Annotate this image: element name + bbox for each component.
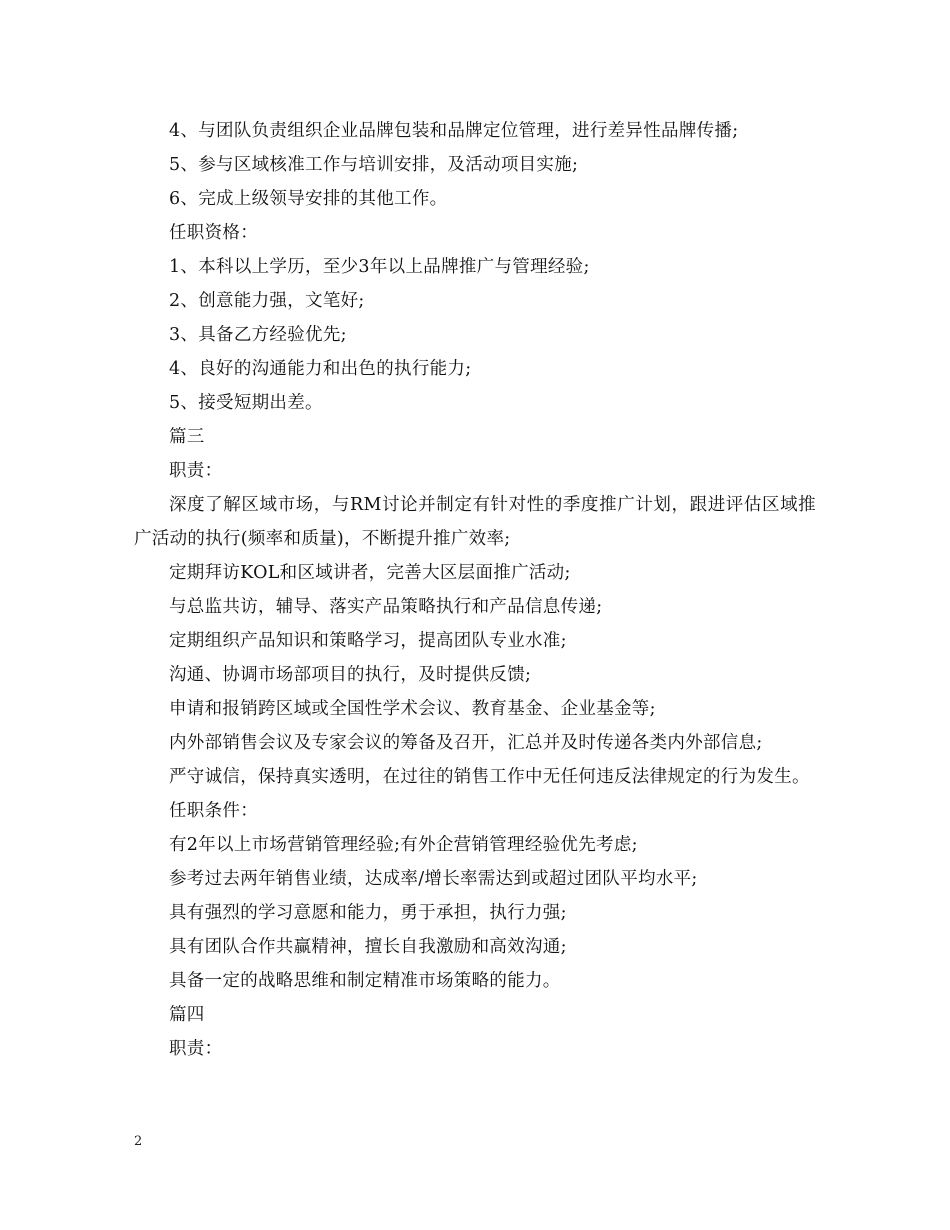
paragraph: 定期拜访KOL和区域讲者，完善大区层面推广活动; [169, 563, 571, 583]
paragraph: 5、参与区域核准工作与培训安排，及活动项目实施; [169, 155, 579, 175]
paragraph: 与总监共访，辅导、落实产品策略执行和产品信息传递; [169, 597, 603, 617]
paragraph: 深度了解区域市场，与RM讨论并制定有针对性的季度推广计划，跟进评估区域推广活动的执行(频率和质量)，不断提升推广效率; [134, 495, 816, 549]
paragraph: 有2年以上市场营销管理经验;有外企营销管理经验优先考虑; [169, 835, 638, 855]
section-heading: 职责： [169, 1039, 223, 1059]
paragraph: 申请和报销跨区域或全国性学术会议、教育基金、企业基金等; [169, 699, 656, 719]
section-title: 篇三 [169, 427, 205, 447]
paragraph: 4、良好的沟通能力和出色的执行能力; [169, 359, 472, 379]
paragraph: 定期组织产品知识和策略学习，提高团队专业水准; [169, 631, 567, 651]
paragraph: 参考过去两年销售业绩，达成率/增长率需达到或超过团队平均水平; [169, 869, 698, 889]
paragraph: 具备一定的战略思维和制定精准市场策略的能力。 [169, 971, 561, 991]
section-heading: 职责： [169, 461, 223, 481]
paragraph: 2、创意能力强，文笔好; [169, 291, 365, 311]
section-heading: 任职资格： [169, 223, 258, 243]
paragraph: 具有强烈的学习意愿和能力，勇于承担，执行力强; [169, 903, 567, 923]
paragraph: 4、与团队负责组织企业品牌包装和品牌定位管理，进行差异性品牌传播; [169, 121, 739, 141]
document-body [134, 114, 816, 1066]
paragraph: 6、完成上级领导安排的其他工作。 [169, 189, 448, 209]
paragraph: 5、接受短期出差。 [169, 393, 323, 413]
paragraph: 内外部销售会议及专家会议的筹备及召开，汇总并及时传递各类内外部信息; [169, 733, 763, 753]
section-title: 篇四 [169, 1005, 205, 1025]
section-heading: 任职条件： [169, 801, 258, 821]
page-number: 2 [134, 1134, 143, 1149]
paragraph: 1、本科以上学历，至少3年以上品牌推广与管理经验; [169, 257, 590, 277]
paragraph: 沟通、协调市场部项目的执行，及时提供反馈; [169, 665, 532, 685]
paragraph: 3、具备乙方经验优先; [169, 325, 347, 345]
paragraph: 严守诚信，保持真实透明，在过往的销售工作中无任何违反法律规定的行为发生。 [169, 767, 810, 787]
paragraph: 具有团队合作共赢精神，擅长自我激励和高效沟通; [169, 937, 567, 957]
